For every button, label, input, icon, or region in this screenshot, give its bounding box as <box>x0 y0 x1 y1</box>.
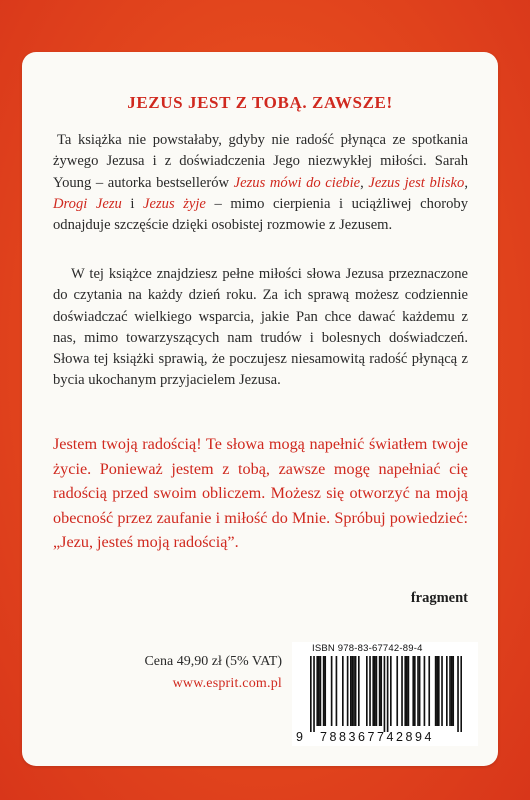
separator-2: , <box>464 174 468 191</box>
barcode-bar <box>366 656 368 726</box>
barcode-bar <box>435 656 437 726</box>
barcode-bar <box>401 656 403 726</box>
barcode-bar <box>449 656 451 726</box>
barcode-bar <box>379 656 381 726</box>
price-text: Cena 49,90 zł (5% VAT) <box>144 654 282 669</box>
barcode-bar <box>380 656 382 726</box>
barcode-bar <box>372 656 374 726</box>
book-title-3: Drogi Jezu <box>53 195 122 212</box>
barcode-bar <box>350 656 352 726</box>
isbn-text: ISBN 978-83-67742-89-4 <box>312 643 423 654</box>
barcode-bar <box>323 656 325 726</box>
website-link[interactable]: www.esprit.com.pl <box>172 676 282 691</box>
barcode-bar <box>396 656 398 726</box>
barcode-bar <box>417 656 419 726</box>
barcode-digits: 788367742894 <box>320 730 435 744</box>
barcode-bar <box>428 656 430 726</box>
barcode-bar <box>318 656 320 726</box>
barcode-bar <box>310 656 312 732</box>
barcode-bar <box>419 656 421 726</box>
barcode-image <box>310 656 462 732</box>
barcode-block <box>292 642 478 746</box>
barcode-bar <box>316 656 318 726</box>
excerpt-quote: Jestem twoją radością! Te słowa mogą napełnić światłem twoje życie. Ponieważ jestem z tobą, zawsze mogę napełniać cię radością przed swoim obliczem. Możesz się otworzyć na moją obecność przez zaufanie i miłość do Mnie. Spróbuj powiedzieć: „Jezu, jesteś moją radością”. <box>53 435 468 552</box>
barcode-bar <box>355 656 357 726</box>
barcode-bar <box>320 656 322 726</box>
barcode-bar <box>353 656 355 726</box>
barcode-bar <box>408 656 410 726</box>
description-paragraph-2: W tej książce znajdziesz pełne miłości słowa Jezusa przeznaczone do czytania na każdy dzień roku. Za ich sprawą możesz codziennie doświadczać wielkiego wsparcia, jakie Pan chce dawać każdemu z nas, mimo towarzyszących nam trudów i bolesnych doświadczeń. Słowa tej książki sprawią, że poczujesz niesamowitą radość płynącą z bycia ukochanym przyjacielem Jezusa. <box>53 266 468 389</box>
paragraph-1-text-a: Ta książka nie powstałaby, gdyby nie radość płynąca ze spotkania żywego Jezusa i z doświadczenia Jego niezwykłej miłości. Sarah Young – autorka bestsellerów <box>53 132 468 191</box>
barcode-bar <box>441 656 443 726</box>
barcode-bar <box>331 656 333 726</box>
barcode-bar <box>436 656 438 726</box>
barcode-bar <box>452 656 454 726</box>
barcode-bar <box>358 656 360 726</box>
description-paragraph-1 <box>53 130 468 236</box>
barcode-bar <box>347 656 349 726</box>
barcode-bar <box>460 656 462 732</box>
barcode-first-digit: 9 <box>296 730 303 744</box>
barcode-bar <box>352 656 354 726</box>
paragraph-1-text-b: – mimo cierpienia i uciążliwej choroby odnajduje szczęście dzięki osobistej rozmowie z Jezusem. <box>53 195 469 234</box>
barcode-bar <box>446 656 448 726</box>
barcode-bar <box>412 656 414 726</box>
cover-heading: JEZUS JEST Z TOBĄ. ZAWSZE! <box>127 93 393 112</box>
book-title-2: Jezus jest blisko <box>368 174 465 191</box>
separator-1: , <box>360 174 369 191</box>
barcode-bar <box>387 656 389 732</box>
barcode-bar <box>424 656 426 726</box>
back-cover-card <box>22 52 498 766</box>
barcode-bar <box>457 656 459 732</box>
barcode-bar <box>451 656 453 726</box>
book-title-1: Jezus mówi do ciebie <box>233 174 361 191</box>
fragment-label: fragment <box>410 590 468 606</box>
barcode-bar <box>404 656 406 726</box>
barcode-bar <box>374 656 376 726</box>
barcode-bar <box>414 656 416 726</box>
barcode-bar <box>384 656 386 732</box>
book-title-4: Jezus żyje <box>143 195 206 212</box>
barcode-bar <box>406 656 408 726</box>
barcode-bar <box>313 656 315 732</box>
barcode-bar <box>342 656 344 726</box>
barcode-bar <box>324 656 326 726</box>
barcode-bar <box>376 656 378 726</box>
barcode-bar <box>369 656 371 726</box>
barcode-bar <box>438 656 440 726</box>
barcode-bar <box>390 656 392 726</box>
separator-3: i <box>121 195 144 212</box>
barcode-bar <box>336 656 338 726</box>
